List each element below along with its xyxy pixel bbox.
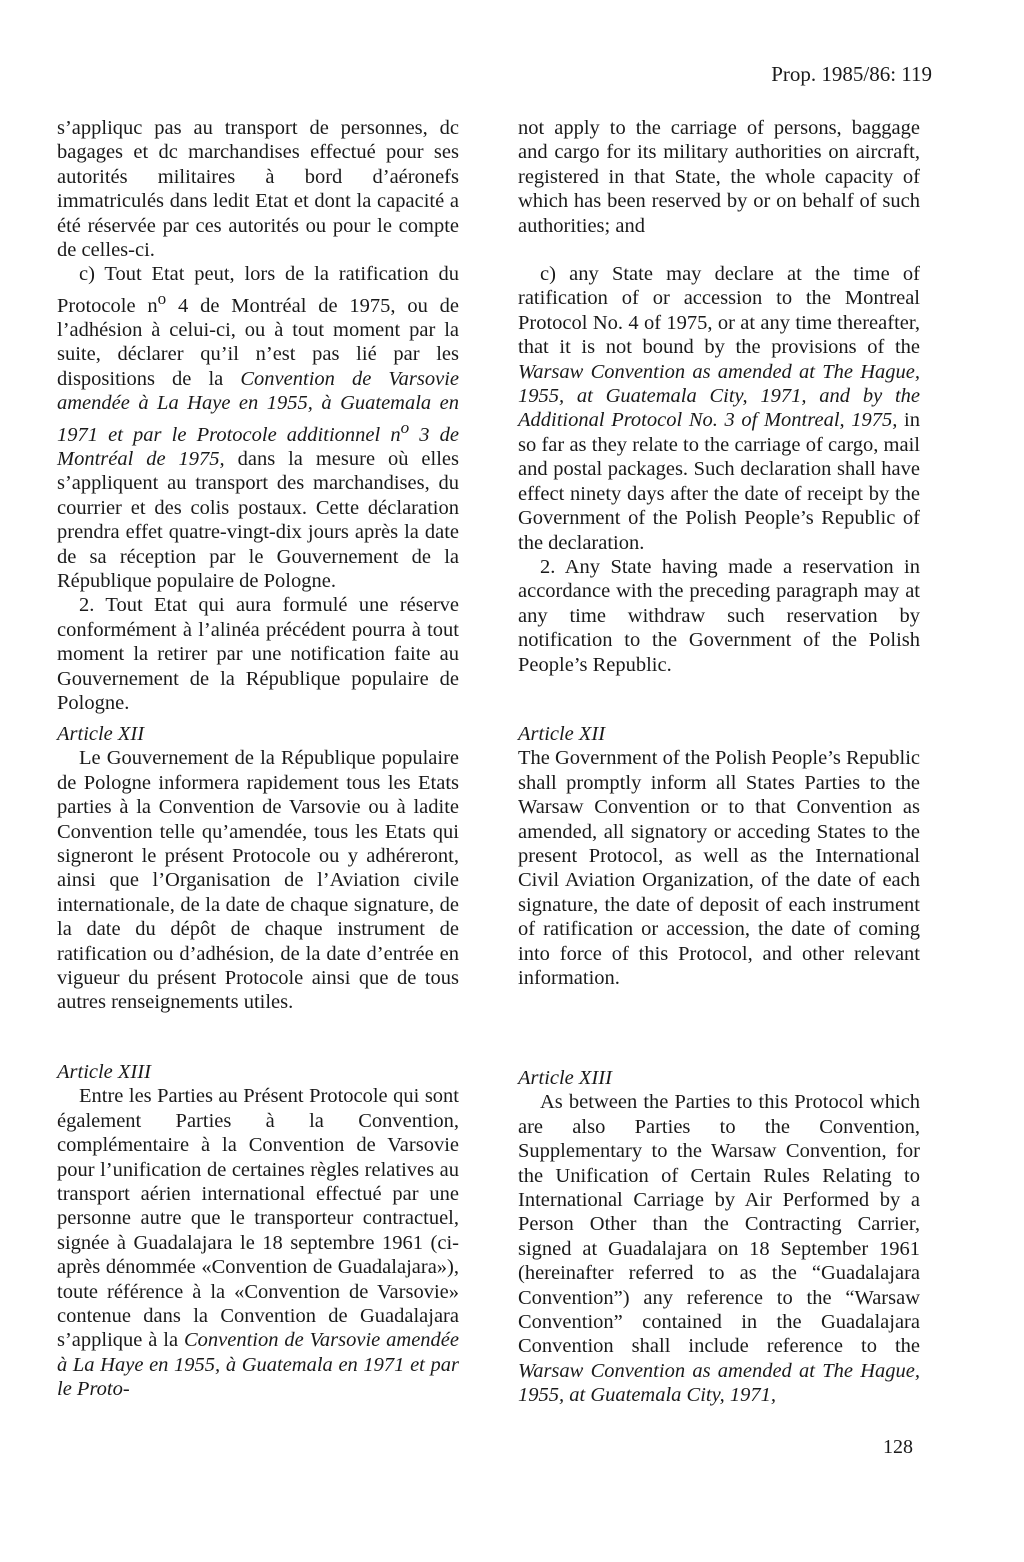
superscript: o <box>157 288 167 308</box>
french-article-xii-title: Article XII <box>57 723 145 745</box>
french-paragraph-2: 2. Tout Etat qui aura formulé une réserve conformément à l’alinéa précédent pourra à tout moment la retirer par une notification faite au Gouvernement de la République populaire de Pologne. <box>57 594 459 714</box>
french-paragraph-continuation: s’appliquc pas au transport de personnes, dc bagages et dc marchandises effectué pour ses autorités militaires à bord d’aéronefs immatriculés dans ledit Etat et dont la capacité a été réservée par ces autorités ou pour le compte de celles-ci. <box>57 117 459 262</box>
english-provisions-section <box>518 116 920 677</box>
english-article-xiii-text: As between the Parties to this Protocol which are also Parties to the Convention, Supplementary to the Warsaw Convention, for the Unification of Certain Rules Relating to International Carriage by Air Performed by a Person Other than the Contracting Carrier, signed at Guadalajara on 18 September 1961 (hereinafter referred to as the “Guadalajara Convention”) any reference to the “Warsaw Convention” contained in the Guadalajara Convention shall include reference to the Warsaw Convention as amended at The Hague, 1955, at Guatemala City, 1971, <box>518 1091 920 1407</box>
english-paragraph-continuation: not apply to the carriage of persons, baggage and cargo for its military authorities on aircraft, registered in that State, the whole capacity of which has been reserved by or on behalf of such authorities; and <box>518 117 920 237</box>
french-provisions-section <box>57 116 459 715</box>
french-article-xiii-text: Entre les Parties au Présent Protocole qui sont également Parties à la Convention, complémentaire à la Convention de Varsovie pour l’unification de certaines règles relatives au transport aérien international effectué par une personne autre que le transporteur contractuel, signée à Guadalajara le 18 septembre 1961 (ci-après dénommée «Convention de Guadalajara»), toute référence à la «Convention de Varsovie» contenue dans la Convention de Guadalajara s’applique à la Convention de Varsovie amendée à La Haye en 1955, à Guatemala en 1971 et par le Proto- <box>57 1085 459 1401</box>
english-article-xii-title: Article XII <box>518 723 606 745</box>
document-reference: Prop. 1985/86: 119 <box>771 62 932 86</box>
french-article-xiii <box>57 1060 459 1402</box>
french-article-xii <box>57 722 459 1015</box>
english-paragraph-2: 2. Any State having made a reservation in accordance with the preceding paragraph may at any time withdraw such reservation by notification to the Government of the Polish People’s Republic. <box>518 555 920 676</box>
french-article-xiii-title: Article XIII <box>57 1061 151 1083</box>
english-paragraph-c: c) any State may declare at the time of ratification of or accession to the Montreal Protocol No. 4 of 1975, or at any time thereafter, that it is not bound by the provisions of the Warsaw Convention as amended at The Hague, 1955, at Guatemala City, 1971, and by the Additional Protocol No. 3 of Montreal, 1975, in so far as they relate to the carriage of cargo, mail and postal packages. Such declaration shall have effect ninety days after the date of receipt by the Government of the Polish People’s Republic of the declaration. <box>518 263 920 554</box>
french-convention-citation: Convention de Varsovie amendée à La Haye en 1955, à Guatemala en 1971 et par le Protocole additionnel $n^o$ 3 de Montréal de 1975, <box>57 367 460 470</box>
french-paragraph-c: c) Tout Etat peut, lors de la ratification du Protocole $n^o$ 4 de Montréal de 1975, ou de l’adhésion à celui-ci, ou à tout moment par la suite, déclarer qu’il n’est pas lié par les dispositions de la Convention de Varsovie amendée à La Haye en 1955, à Guatemala en 1971 et par le Protocole additionnel $n^o$ 3 de Montréal de 1975, dans la mesure où elles s’appliquent au transport des marchandises, du courrier et des colis postaux. Cette déclaration prendra effet quatre-vingt-dix jours après la date de sa réception par le Gouvernement de la République populaire de Pologne. <box>57 263 460 592</box>
french-article-xii-text: Le Gouvernement de la République populaire de Pologne informera rapidement tous les Etats parties à la Convention de Varsovie ou à ladite Convention telle qu’amendée, tous les Etats qui signeront le présent Protocole ou y adhéreront, ainsi que l’Organisation de l’Aviation civile internationale, de la date de chaque signature, de la date du dépôt de chaque instrument de ratification ou d’adhésion, de la date d’entrée en vigueur du présent Protocole ainsi que de tous autres renseignements utiles. <box>57 747 459 1014</box>
english-article-xiii-title: Article XIII <box>518 1067 612 1089</box>
english-article-xiii <box>518 1066 920 1408</box>
english-article-xii-text: The Government of the Polish People’s Republic shall promptly inform all States Parties to the Warsaw Convention or to that Convention as amended, all signatory or acceding States to the present Protocol, as well as the International Civil Aviation Organization, of the date of each signature, the date of deposit of each instrument of ratification or accession, the date of coming into force of this Protocol, and other relevant information. <box>518 747 920 990</box>
english-convention-citation: Warsaw Convention as amended at The Hague, 1955, at Guatemala City, 1971, and by the Additional Protocol No. 3 of Montreal, 1975, <box>518 360 920 432</box>
page-number: 128 <box>883 1436 913 1458</box>
english-article-xii <box>518 722 920 990</box>
